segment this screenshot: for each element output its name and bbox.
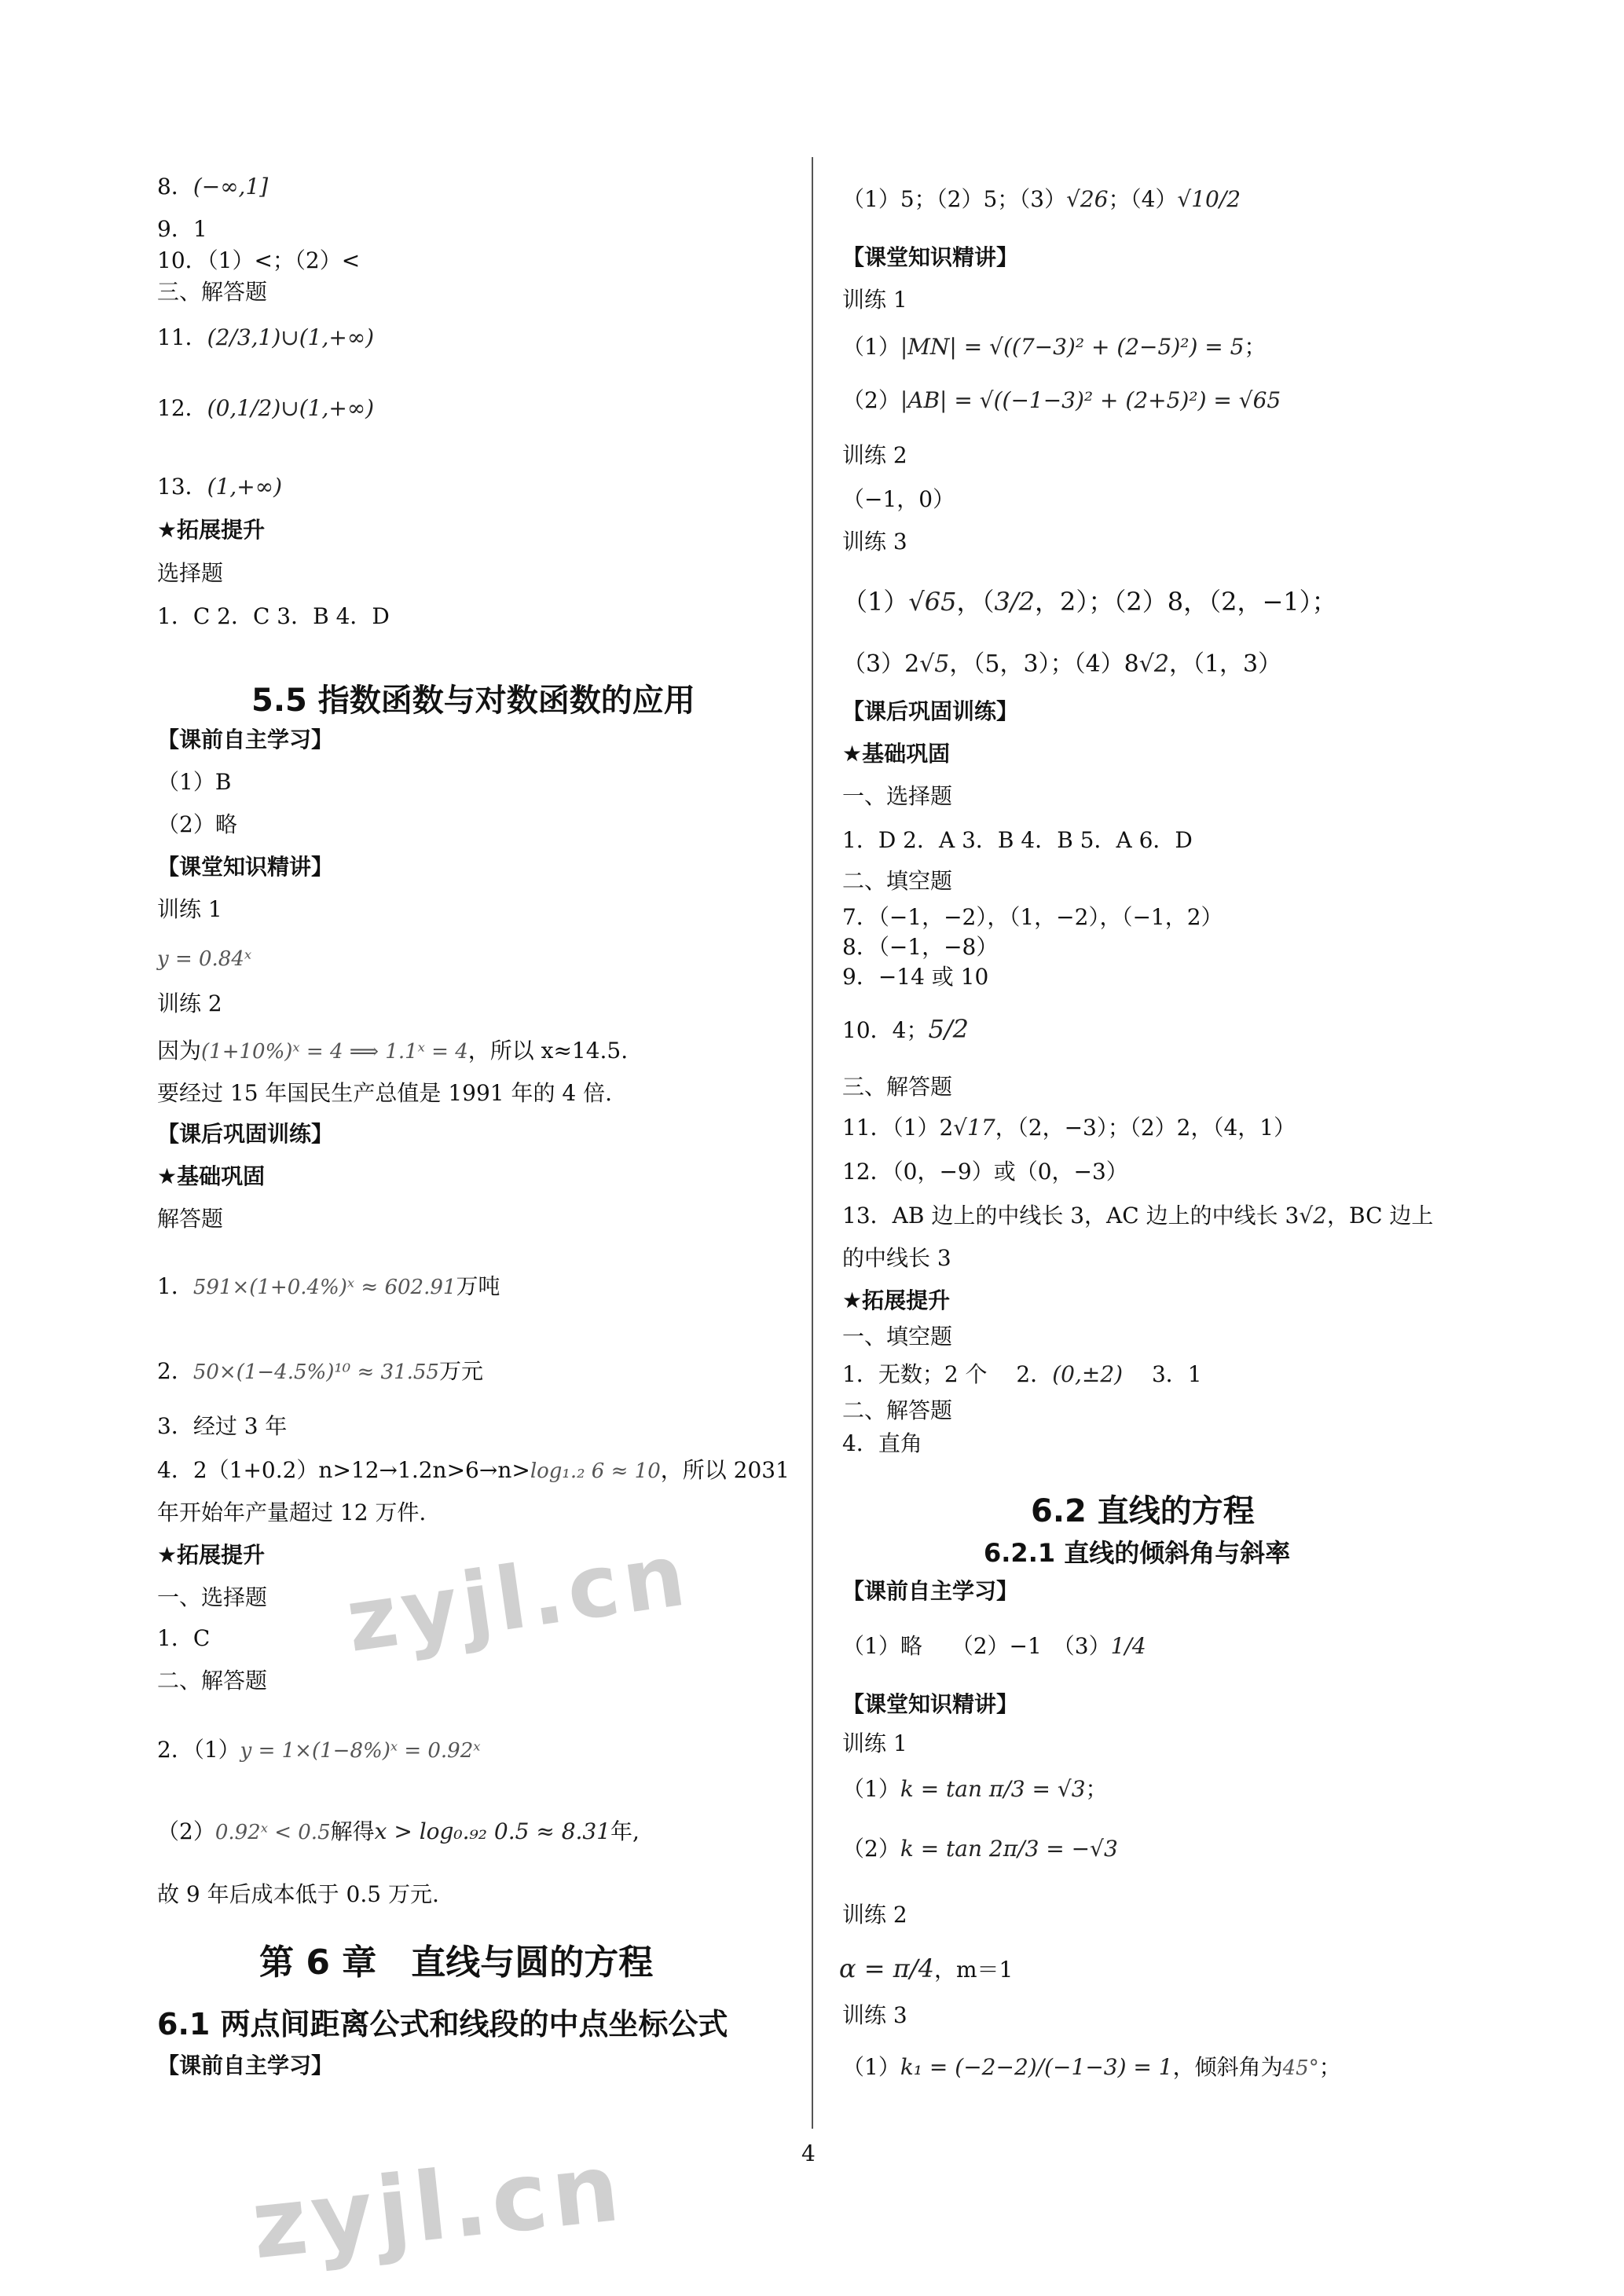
pre-study-heading: 【课前自主学习】 [157, 727, 334, 753]
solution-2-2: （2）0.92ˣ < 0.5解得x > log₀.₉₂ 0.5 ≈ 8.31年, [157, 1818, 640, 1844]
pre-study-heading-6-2: 【课前自主学习】 [842, 1578, 1019, 1604]
training-3-answer-1: （1）√65，（3/2，2）；（2）8，（2，−1）； [842, 587, 1337, 617]
answer-11: 11．(2/3,1)∪(1,+∞) [157, 324, 375, 350]
section-title-5-5: 5.5 指数函数与对数函数的应用 [251, 683, 695, 719]
fill-heading-ext: 一、填空题 [842, 1324, 953, 1349]
training-3-label-6-1: 训练 3 [842, 529, 907, 555]
answer-12: 12．(0,1/2)∪(1,+∞) [157, 395, 375, 421]
choice-heading-6-1: 一、选择题 [842, 783, 953, 809]
lecture-heading-6-2: 【课堂知识精讲】 [842, 1691, 1019, 1717]
training-2-conclusion: 要经过 15 年国民生产总值是 1991 年的 4 倍. [157, 1080, 613, 1106]
section-title-6-2: 6.2 直线的方程 [1031, 1493, 1255, 1529]
basic-heading-6-1: ★基础巩固 [842, 741, 951, 767]
lecture-heading: 【课堂知识精讲】 [157, 854, 334, 880]
solution-13-cont: 的中线长 3 [842, 1245, 951, 1271]
solution-2-conclusion: 故 9 年后成本低于 0.5 万元. [157, 1881, 439, 1907]
lecture-heading-6-1: 【课堂知识精讲】 [842, 244, 1019, 270]
pre-study-answers-6-2: （1）略 （2）−1 （3）1/4 [842, 1633, 1146, 1659]
training-1-answer-2: （2）|AB| = √((−1−3)² + (2+5)²) = √65 [842, 387, 1281, 413]
solution-heading: 解答题 [157, 1206, 224, 1232]
choice-heading-2: 一、选择题 [157, 1584, 268, 1610]
training-3-label-6-2: 训练 3 [842, 2002, 907, 2028]
solution-4: 4．2（1+0.2）n>12→1.2n>6→n>log₁.₂ 6 ≈ 10，所以 2031 [157, 1457, 790, 1483]
training-1-label-6-1: 训练 1 [842, 287, 907, 313]
fill-answer-7: 7．（−1，−2），（1，−2），（−1，2） [842, 904, 1223, 930]
training-2-answer-6-2: α = π/4，m＝1 [839, 1954, 1014, 1983]
training-1-answer-1: （1）|MN| = √((7−3)² + (2−5)²) = 5； [842, 334, 1267, 360]
consolidation-heading: 【课后巩固训练】 [157, 1121, 334, 1147]
extension-heading-6-1: ★拓展提升 [842, 1287, 951, 1313]
pre-study-answers-6-1: （1）5；（2）5；（3）√26；（4）√10/2 [842, 186, 1241, 212]
chapter-6-title: 第 6 章 直线与圆的方程 [259, 1943, 654, 1983]
training-1-label-6-2: 训练 1 [842, 1730, 907, 1756]
answer-8: 8．(−∞,1] [157, 174, 269, 200]
pre-study-answer-1: （1）B [157, 769, 232, 795]
training-1-label: 训练 1 [157, 896, 222, 922]
pre-study-answer-2: （2）略 [157, 811, 237, 837]
answer-10: 10．（1）<；（2）< [157, 247, 361, 273]
watermark-bottom: zyjl.cn [247, 2133, 629, 2281]
solution-12: 12．（0，−9）或（0，−3） [842, 1159, 1128, 1185]
watermark-center: zyjl.cn [340, 1524, 696, 1672]
section-heading: 三、解答题 [157, 279, 268, 305]
solution-heading-6-1: 三、解答题 [842, 1074, 953, 1100]
solution-11: 11．（1）2√17，（2，−3）；（2）2，（4，1） [842, 1115, 1296, 1141]
solution-4-cont: 年开始年产量超过 12 万件. [157, 1500, 427, 1525]
solution-heading-2: 二、解答题 [157, 1668, 268, 1694]
pre-study-heading-6-1: 【课前自主学习】 [157, 2052, 334, 2078]
training-2-answer: 因为(1+10%)ˣ = 4 ⟹ 1.1ˣ = 4，所以 x≈14.5. [157, 1038, 629, 1064]
solution-2-1: 2．（1）y = 1×(1−8%)ˣ = 0.92ˣ [157, 1737, 481, 1763]
solution-13: 13．AB 边上的中线长 3，AC 边上的中线长 3√2，BC 边上 [842, 1203, 1434, 1229]
column-divider [812, 157, 813, 2129]
page-number: 4 [801, 2140, 816, 2166]
fill-answer-8: 8．（−1，−8） [842, 934, 999, 960]
choice-heading: 选择题 [157, 560, 224, 586]
solution-heading-ext: 二、解答题 [842, 1397, 953, 1423]
solution-4-ext: 4．直角 [842, 1430, 922, 1456]
training-2-label: 训练 2 [157, 991, 222, 1016]
training-2-answer-6-1: （−1，0） [842, 486, 955, 512]
fill-answer-9: 9．−14 或 10 [842, 964, 989, 990]
subsection-title-6-2-1: 6.2.1 直线的倾斜角与斜率 [984, 1538, 1291, 1568]
solution-2: 2．50×(1−4.5%)¹⁰ ≈ 31.55万元 [157, 1358, 483, 1384]
consolidation-heading-6-1: 【课后巩固训练】 [842, 698, 1019, 724]
training-1-answer: y = 0.84ˣ [157, 947, 252, 971]
choice-answers: 1．C 2．C 3．B 4．D [157, 603, 390, 629]
training-1-answer-1-6-2: （1）k = tan π/3 = √3； [842, 1776, 1108, 1802]
solution-1: 1．591×(1+0.4%)ˣ ≈ 602.91万吨 [157, 1273, 500, 1299]
training-3-answer-2: （3）2√5，（5，3）；（4）8√2，（1，3） [842, 650, 1282, 678]
solution-3: 3．经过 3 年 [157, 1413, 288, 1439]
training-2-label-6-1: 训练 2 [842, 442, 907, 468]
training-1-answer-2-6-2: （2）k = tan 2π/3 = −√3 [842, 1836, 1118, 1862]
extension-heading-2: ★拓展提升 [157, 1542, 266, 1568]
extension-heading: ★拓展提升 [157, 517, 266, 543]
basic-heading: ★基础巩固 [157, 1163, 266, 1189]
choice-answer-2: 1．C [157, 1625, 211, 1651]
fill-answer-10: 10．4；5/2 [842, 1014, 969, 1044]
answer-13: 13．(1,+∞) [157, 474, 282, 500]
section-title-6-1: 6.1 两点间距离公式和线段的中点坐标公式 [157, 2007, 728, 2041]
training-2-label-6-2: 训练 2 [842, 1902, 907, 1928]
answer-9: 9．1 [157, 216, 207, 242]
choice-answers-6-1: 1．D 2．A 3．B 4．B 5．A 6．D [842, 827, 1193, 853]
fill-answers-ext: 1．无数；2 个 2．(0,±2) 3．1 [842, 1361, 1202, 1387]
fill-heading-6-1: 二、填空题 [842, 868, 953, 894]
training-3-answer-6-2: （1）k₁ = (−2−2)/(−1−3) = 1，倾斜角为45°； [842, 2054, 1341, 2080]
